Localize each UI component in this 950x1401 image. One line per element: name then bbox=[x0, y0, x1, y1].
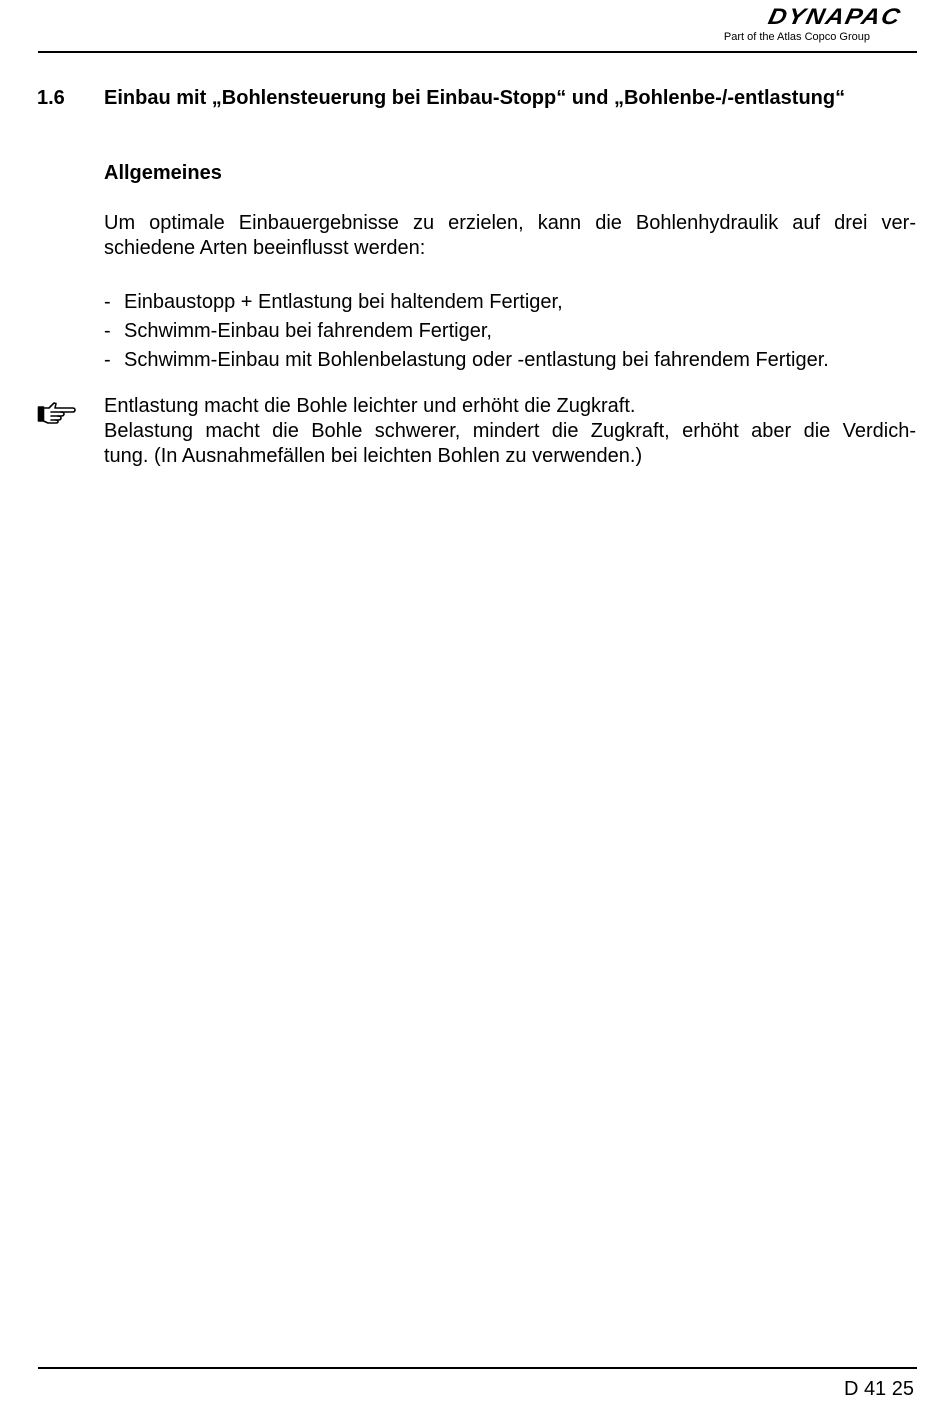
page-number: D 41 25 bbox=[843, 1378, 914, 1400]
list-item-text: Schwimm-Einbau bei fahrendem Fertiger, bbox=[124, 320, 492, 342]
section-title: Einbau mit „Bohlensteuerung bei Einbau-Stopp“ und „Bohlenbe-/-entlastung“ bbox=[104, 87, 846, 109]
note-line: Entlastung macht die Bohle leichter und erhöht die Zugkraft. bbox=[104, 395, 636, 417]
page-header bbox=[38, 0, 917, 54]
list-dash: - bbox=[104, 291, 111, 313]
section-number: 1.6 bbox=[37, 87, 65, 109]
footer-divider bbox=[38, 1367, 917, 1369]
intro-line: schiedene Arten beeinflusst werden: bbox=[104, 237, 426, 259]
list-item-text: Einbaustopp + Entlastung bei haltendem Fertiger, bbox=[124, 291, 563, 313]
list-dash: - bbox=[104, 320, 111, 342]
note-line: tung. (In Ausnahmefällen bei leichten Bohlen zu verwenden.) bbox=[104, 445, 643, 467]
bullet-list bbox=[104, 288, 829, 375]
header-divider bbox=[38, 51, 917, 53]
brand-tagline: Part of the Atlas Copco Group bbox=[723, 31, 870, 43]
note-paragraph bbox=[104, 394, 916, 469]
list-item bbox=[104, 346, 829, 375]
subheading: Allgemeines bbox=[104, 162, 222, 184]
intro-line: Um optimale Einbauergebnisse zu erzielen, kann die Bohlenhydraulik auf drei ver- bbox=[104, 212, 916, 234]
list-item bbox=[104, 317, 829, 346]
brand-logo: DYNAPAC bbox=[765, 4, 904, 30]
pointing-hand-icon bbox=[37, 400, 77, 424]
list-dash: - bbox=[104, 349, 111, 371]
list-item-text: Schwimm-Einbau mit Bohlenbelastung oder -entlastung bei fahrendem Fertiger. bbox=[124, 349, 829, 371]
intro-paragraph bbox=[104, 211, 916, 261]
note-line: Belastung macht die Bohle schwerer, mindert die Zugkraft, erhöht aber die Verdich- bbox=[104, 420, 916, 442]
list-item bbox=[104, 288, 829, 317]
